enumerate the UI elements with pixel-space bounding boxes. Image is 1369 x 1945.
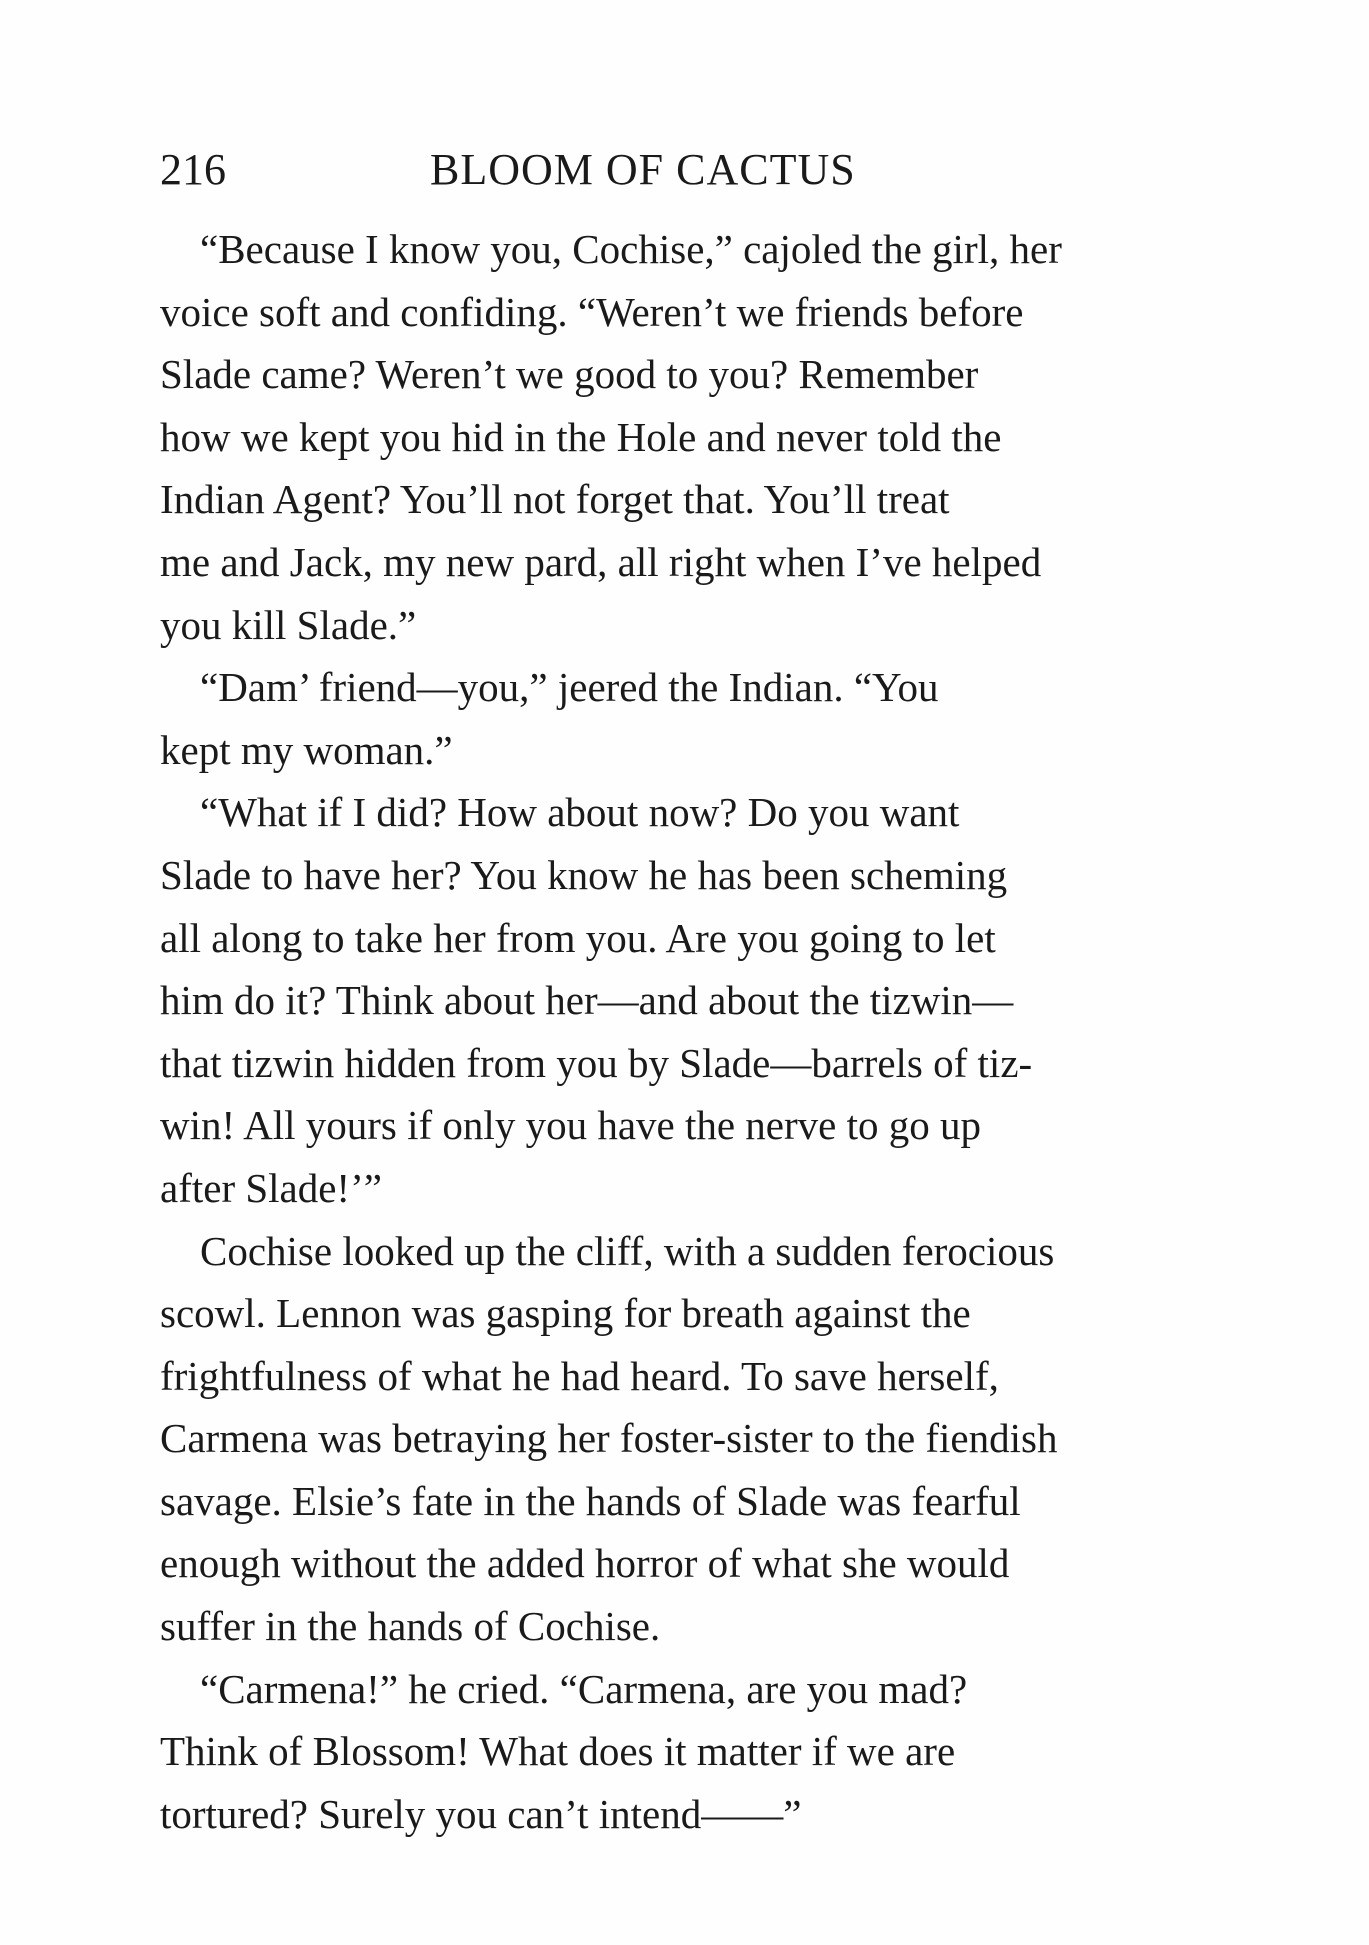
paragraph: “Because I know you, Cochise,” cajoled the girl, her voice soft and confiding. “Weren’t we friends before Slade came? Weren’t we good to you? Remember how we kept you hid in the Hole and never told the Indian Agent? You’ll not forget that. You’ll treat me and Jack, my new pard, all right when I’ve helped you kill Slade.” — [160, 226, 1062, 648]
page-number: 216 — [160, 145, 226, 194]
running-title: BLOOM OF CACTUS — [430, 145, 856, 194]
paragraph: “Carmena!” he cried. “Carmena, are you mad? Think of Blossom! What does it matter if we are tortured? Surely you can’t intend——” — [160, 1665, 968, 1837]
paragraph: “Dam’ friend—you,” jeered the Indian. “You kept my woman.” — [160, 664, 939, 773]
body-text — [160, 218, 1160, 1845]
page-header — [160, 140, 1160, 200]
paragraph: “What if I did? How about now? Do you want Slade to have her? You know he has been scheming all along to take her from you. Are you going to let him do it? Think about her—and about the tizwin— that tizwin hidden from you by Slade—barrels of tiz- win! All yours if only you have the nerve to go up after Slade!’” — [160, 789, 1033, 1211]
paragraph: Cochise looked up the cliff, with a sudden ferocious scowl. Lennon was gasping for breath against the frightfulness of what he had heard. To save herself, Carmena was betraying her foster-sister to the fiendish savage. Elsie’s fate in the hands of Slade was fearful enough without the added horror of what she would suffer in the hands of Cochise. — [160, 1227, 1058, 1650]
